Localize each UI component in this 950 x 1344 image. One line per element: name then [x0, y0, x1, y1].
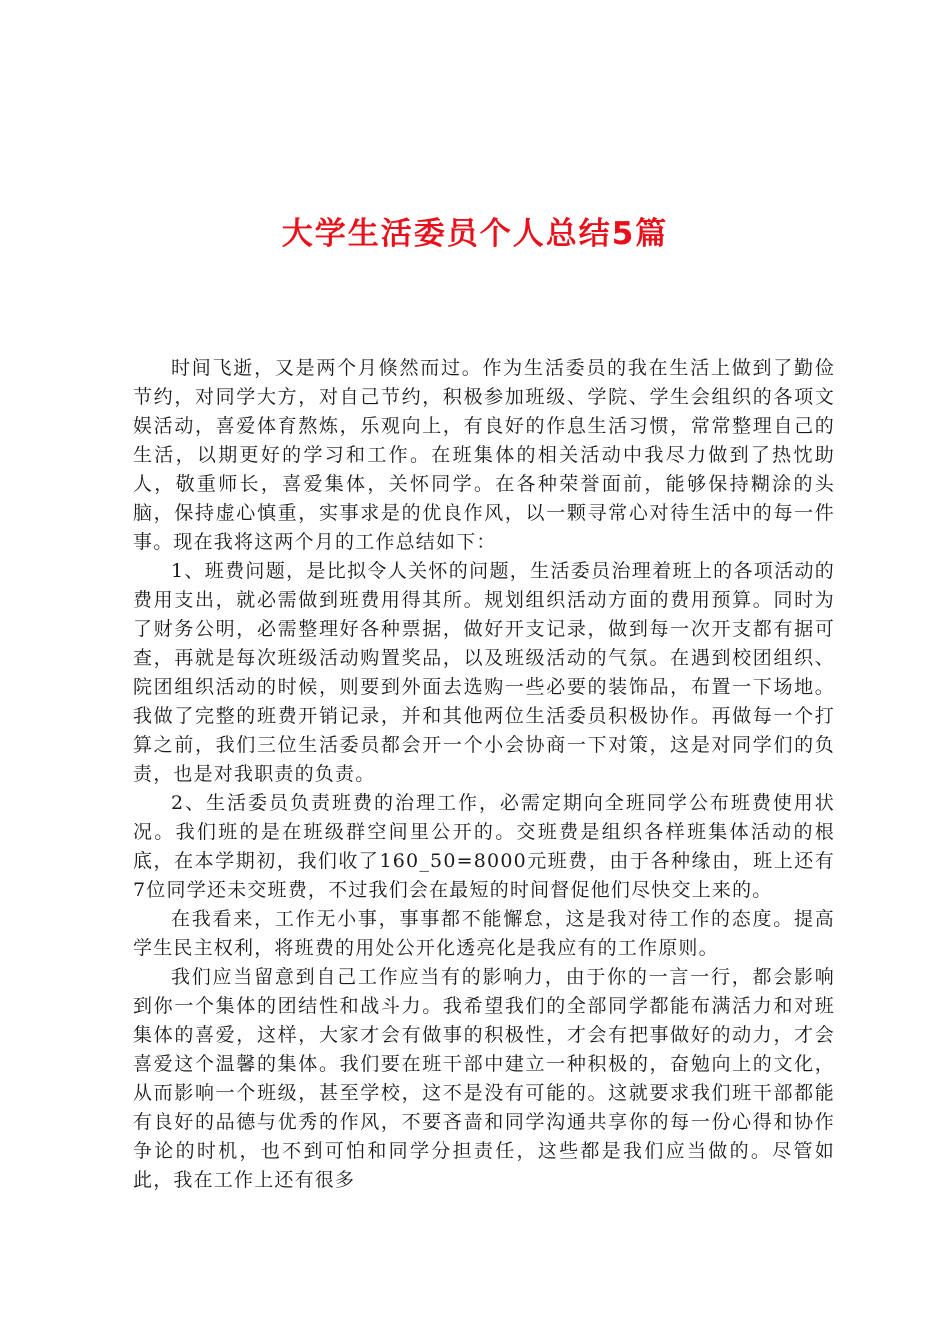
paragraph-work-attitude: 在我看来，工作无小事，事事都不能懈怠，这是我对待工作的态度。提高学生民主权利，将班费的用处公开化透亮化是我应有的工作原则。 [133, 908, 835, 959]
paragraph-influence: 我们应当留意到自己工作应当有的影响力，由于你的一言一行，都会影响到你一个集体的团结性和战斗力。我希望我们的全部同学都能布满活力和对班集体的喜爱，这样，大家才会有做事的积极性，才会有把事做好的动力，才会喜爱这个温馨的集体。我们要在班干部中建立一种积极的，奋勉向上的文化，从而影响一个班级，甚至学校，这不是没有可能的。这就要求我们班干部都能有良好的品德与优秀的作风，不要吝啬和同学沟通共享你的每一份心得和协作争论的时机，也不到可怕和同学分担责任，这些都是我们应当做的。尽管如此，我在工作上还有很多 [133, 966, 835, 1191]
document-title: 大学生活委员个人总结5篇 [281, 216, 669, 252]
paragraph-fee-management: 2、生活委员负责班费的治理工作，必需定期向全班同学公布班费使用状况。我们班的是在班级群空间里公开的。交班费是组织各样班集体活动的根底，在本学期初，我们收了160_50=8000元班费，由于各种缘由，班上还有7位同学还未交班费，不过我们会在最短的时间督促他们尽快交上来的。 [133, 792, 835, 901]
document-body [133, 354, 835, 1195]
paragraph-intro: 时间飞逝，又是两个月倏然而过。作为生活委员的我在生活上做到了勤俭节约，对同学大方，对自己节约，积极参加班级、学院、学生会组织的各项文娱活动，喜爱体育熬炼，乐观向上，有良好的作息生活习惯，常常整理自己的生活，以期更好的学习和工作。在班集体的相关活动中我尽力做到了热忱助人，敬重师长，喜爱集体，关怀同学。在各种荣誉面前，能够保持糊涂的头脑，保持虚心慎重，实事求是的优良作风，以一颗寻常心对待生活中的每一件事。现在我将这两个月的工作总结如下： [133, 357, 835, 553]
paragraph-class-fee: 1、班费问题，是比拟令人关怀的问题，生活委员治理着班上的各项活动的费用支出，就必需做到班费用得其所。规划组织活动方面的费用预算。同时为了财务公明，必需整理好各种票据，做好开支记录，做到每一次开支都有据可查，再就是每次班级活动购置奖品，以及班级活动的气氛。在遇到校团组织、院团组织活动的时候，则要到外面去选购一些必要的装饰品，布置一下场地。我做了完整的班费开销记录，并和其他两位生活委员积极协作。再做每一个打算之前，我们三位生活委员都会开一个小会协商一下对策，这是对同学们的负责，也是对我职责的负责。 [133, 560, 835, 785]
